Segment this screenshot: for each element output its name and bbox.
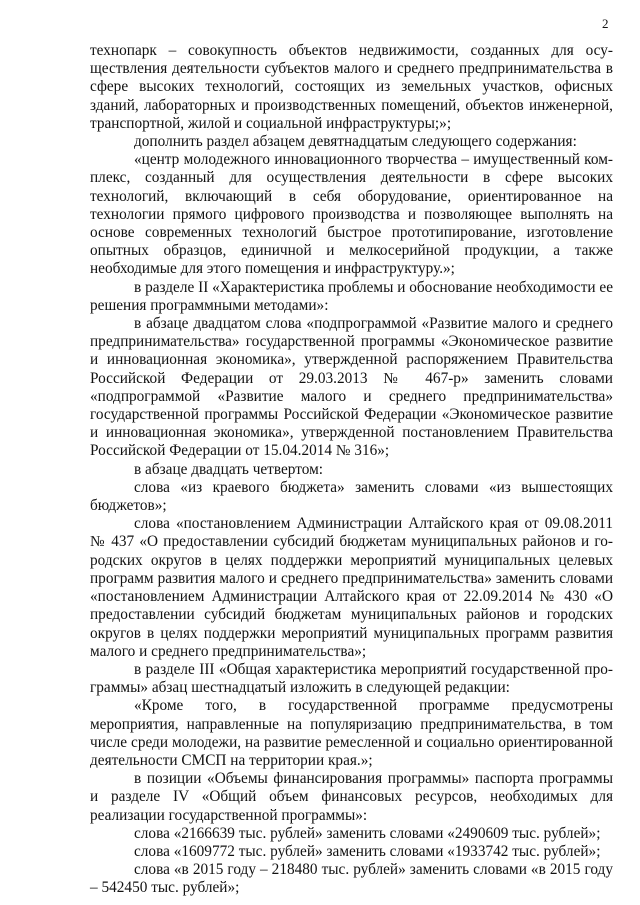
paragraph-section-iii: в разделе III «Общая характеристика мероприятий государственной программы» абзац шестнадцатый изложить в следующей редакции: — [90, 660, 613, 697]
paragraph-twentieth-clause: в абзаце двадцатом слова «подпрограммой «Развитие малого и среднего предпринимательства» государственной программы «Экономическое развитие и инновационная экономика», утвержденной распоряжением Правительства Российской Федерации от 29.03.2013 № 467-р» заменить словами «подпрограммой «Развитие малого и среднего предпринимательства» государственной программы Российской Федерации «Экономическое развитие и инновационная экономика», утвержденной постановлением Правительства Российской Федерации от 15.04.2014 № 316»; — [90, 315, 613, 460]
paragraph-amount-total: слова «2166639 тыс. рублей» заменить словами «2490609 тыс. рублей»; — [134, 824, 601, 842]
paragraph-popularization: «Кроме того, в государственной программе предусмотрены мероприятия, направленные на популяризацию предпринимательства, в том числе среди молодежи, на развитие ремесленной и социально ориентированной деятельности СМСП на территории края.»; — [90, 697, 613, 769]
paragraph-twenty-fourth-clause: в абзаце двадцать четвертом: — [134, 460, 323, 478]
paragraph-technopark-definition: технопарк – совокупность объектов недвижимости, созданных для осуществления деятельности субъектов малого и среднего предпринимательства в сфере высоких технологий, состоящих из земельных участков, офисных зданий, лабораторных и производственных помещений, объектов инженерной, транспортной, жилой и социальной инфраструктуры;»; — [90, 42, 613, 132]
paragraph-administration-resolution: слова «постановлением Администрации Алтайского края от 09.08.2011 № 437 «О предоставлении субсидий бюджетам муниципальных районов и городских округов в целях поддержки мероприятий муниципальных целевых программ развития малого и среднего предпринимательства» заменить словами «постановлением Администрации Алтайского края от 22.09.2014 № 430 «О предоставлении субсидий бюджетам муниципальных районов и городских округов в целях поддержки мероприятий муниципальных программ развития малого и среднего предпринимательства»; — [90, 515, 613, 660]
paragraph-financing-position: в позиции «Объемы финансирования программы» паспорта программы и разделе IV «Общий объем финансовых ресурсов, необходимых для реализации государственной программы»: — [90, 770, 613, 824]
paragraph-youth-center-definition: «центр молодежного инновационного творчества – имущественный комплекс, созданный для осуществления деятельности в сфере высоких технологий, включающий в себя оборудование, ориентированное на технологии прямого цифрового производства и позволяющее выполнять на основе современных технологий быстрое прототипирование, изготовление опытных образцов, единичной и мелкосерийной продукции, а также необходимые для этого помещения и инфраструктуру.»; — [90, 151, 613, 278]
paragraph-add-section: дополнить раздел абзацем девятнадцатым следующего содержания: — [134, 133, 577, 151]
paragraph-amount-regional: слова «1609772 тыс. рублей» заменить словами «1933742 тыс. рублей»; — [134, 842, 601, 860]
paragraph-amount-2015: слова «в 2015 году – 218480 тыс. рублей» заменить словами «в 2015 году – 542450 тыс. рублей»; — [90, 861, 613, 897]
document-body — [90, 42, 613, 898]
paragraph-section-ii: в разделе II «Характеристика проблемы и обоснование необходимости ее решения программными методами»: — [90, 278, 613, 314]
paragraph-regional-budget: слова «из краевого бюджета» заменить словами «из вышестоящих бюджетов»; — [90, 478, 613, 515]
page-number: 2 — [602, 16, 609, 31]
